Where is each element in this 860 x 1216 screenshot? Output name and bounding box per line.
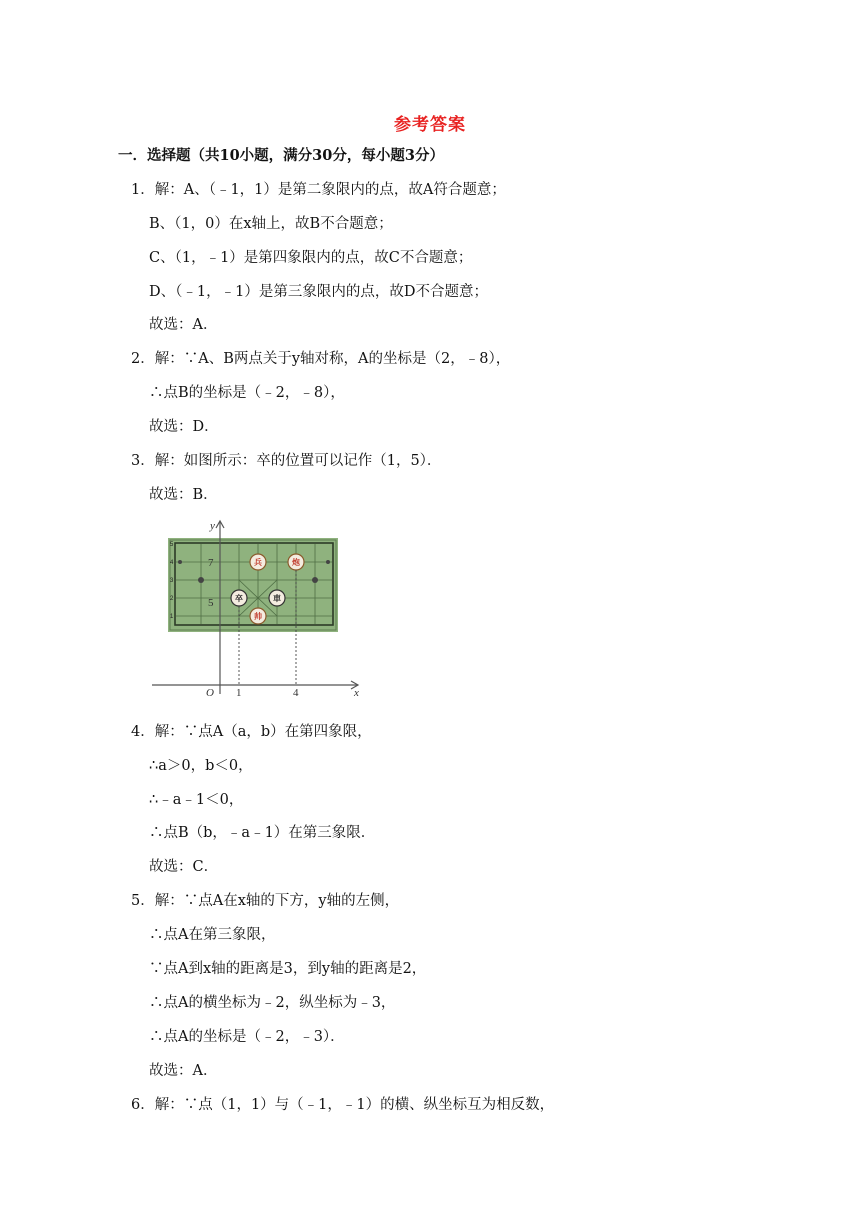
piece-label: 卒 [235, 594, 243, 603]
answer-line: ∴点A的坐标是（﹣2，﹣3）． [149, 1029, 345, 1045]
x-tick-label: 4 [293, 687, 299, 698]
piece-label: 炮 [292, 558, 300, 567]
chess-piece-shuai [250, 608, 266, 624]
piece-label: 車 [273, 594, 281, 603]
answer-line: ∴点B的坐标是（﹣2，﹣8）， [149, 385, 345, 401]
answer-line: 故选：A． [149, 1063, 218, 1079]
answer-line: ∴点B（b，﹣a﹣1）在第三象限． [149, 825, 376, 841]
answer-line: 故选：C． [149, 859, 219, 875]
chess-board-figure [148, 518, 364, 698]
answer-line: ∴点A在第三象限， [149, 927, 276, 943]
answer-line: 3．解：如图所示：卒的位置可以记作（1，5）． [131, 453, 442, 469]
y-tick-label: 5 [208, 597, 214, 609]
answer-line: 故选：A． [149, 317, 218, 333]
chess-piece-bing [250, 554, 266, 570]
piece-label: 兵 [254, 558, 262, 567]
row-number: 2 [170, 596, 174, 602]
y-tick-label: 7 [208, 557, 214, 569]
chess-piece-pao [288, 554, 304, 570]
chess-piece-zu [231, 590, 247, 606]
answer-line: 6．解：∵点（1，1）与（﹣1，﹣1）的横、纵坐标互为相反数， [131, 1097, 555, 1113]
answer-line: ∵点A到x轴的距离是3，到y轴的距离是2， [149, 961, 427, 977]
x-tick-label: 1 [236, 687, 242, 698]
answer-line: 故选：D． [149, 419, 219, 435]
answer-line: C、（1，﹣1）是第四象限内的点，故C不合题意； [149, 250, 473, 266]
piece-label: 帅 [254, 612, 262, 621]
row-number: 1 [170, 614, 174, 620]
y-axis-label: y [210, 520, 215, 532]
answer-line: 4．解：∵点A（a，b）在第四象限， [131, 724, 372, 740]
section-heading: 一．选择题（共10小题，满分30分，每小题3分） [118, 147, 444, 164]
answer-line: 故选：B． [149, 487, 218, 503]
chess-piece-ju [269, 590, 285, 606]
answer-line: ∴a＞0，b＜0， [149, 758, 253, 774]
answer-line: D、（﹣1，﹣1）是第三象限内的点，故D不合题意； [149, 284, 488, 300]
row-number: 3 [170, 578, 174, 584]
row-number: 5 [170, 542, 174, 548]
answer-line: 2．解：∵A、B两点关于y轴对称，A的坐标是（2，﹣8）， [131, 351, 511, 367]
answer-line: ∴点A的横坐标为﹣2，纵坐标为﹣3， [149, 995, 396, 1011]
answer-line: ∴﹣a﹣1＜0， [149, 792, 244, 808]
x-axis-label: x [354, 687, 359, 698]
row-number: 4 [170, 560, 174, 566]
answer-line: 1．解：A、（﹣1，1）是第二象限内的点，故A符合题意； [131, 182, 506, 198]
page-title: 参考答案 [394, 115, 466, 135]
answer-line: 5．解：∵点A在x轴的下方，y轴的左侧， [131, 893, 400, 909]
origin-label: O [206, 687, 214, 698]
answer-line: B、（1，0）在x轴上，故B不合题意； [149, 216, 393, 232]
